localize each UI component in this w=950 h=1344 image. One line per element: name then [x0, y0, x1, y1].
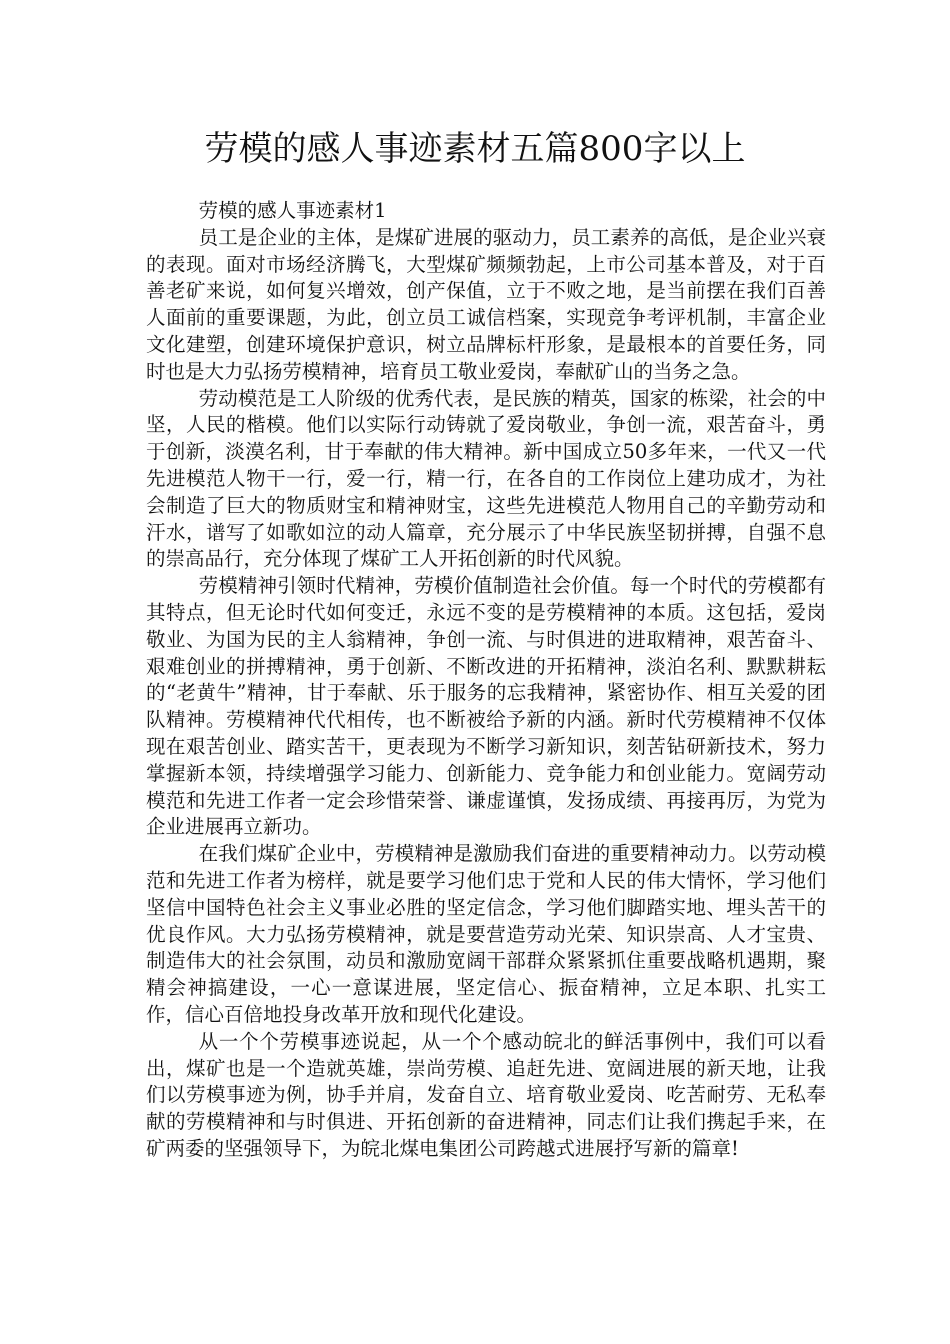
document-body: [146, 198, 826, 1163]
paragraph-5: 从一个个劳模事迹说起，从一个个感动皖北的鲜活事例中，我们可以看出，煤矿也是一个造就英雄，崇尚劳模、追赶先进、宽阔进展的新天地，让我们以劳模事迹为例，协手并肩，发奋自立、培育敬业爱岗、吃苦耐劳、无私奉献的劳模精神和与时俱进、开拓创新的奋进精神，同志们让我们携起手来，在矿两委的坚强领导下，为皖北煤电集团公司跨越式进展抒写新的篇章!: [146, 1029, 826, 1160]
document-title: 劳模的感人事迹素材五篇800字以上: [204, 129, 746, 169]
paragraph-1: 员工是企业的主体，是煤矿进展的驱动力，员工素养的高低，是企业兴衰的表现。面对市场经济腾飞，大型煤矿频频勃起，上市公司基本普及，对于百善老矿来说，如何复兴增效，创产保值，立于不败之地，是当前摆在我们百善人面前的重要课题，为此，创立员工诚信档案，实现竞争考评机制，丰富企业文化建塑，创建环境保护意识，树立品牌标杆形象，是最根本的首要任务，同时也是大力弘扬劳模精神，培育员工敬业爱岗，奉献矿山的当务之急。: [146, 225, 826, 383]
paragraph-3: 劳模精神引领时代精神，劳模价值制造社会价值。每一个时代的劳模都有其特点，但无论时代如何变迁，永远不变的是劳模精神的本质。这包括，爱岗敬业、为国为民的主人翁精神，争创一流、与时俱进的进取精神，艰苦奋斗、艰难创业的拼搏精神，勇于创新、不断改进的开拓精神，淡泊名利、默默耕耘的“老黄牛”精神，甘于奉献、乐于服务的忘我精神，紧密协作、相互关爱的团队精神。劳模精神代代相传，也不断被给予新的内涵。新时代劳模精神不仅体现在艰苦创业、踏实苦干，更表现为不断学习新知识，刻苦钻研新技术，努力掌握新本领，持续增强学习能力、创新能力、竞争能力和创业能力。宽阔劳动模范和先进工作者一定会珍惜荣誉、谦虚谨慎，发扬成绩、再接再厉，为党为企业进展再立新功。: [146, 574, 826, 839]
paragraph-2: 劳动模范是工人阶级的优秀代表，是民族的精英，国家的栋梁，社会的中坚，人民的楷模。他们以实际行动铸就了爱岗敬业，争创一流，艰苦奋斗，勇于创新，淡漠名利，甘于奉献的伟大精神。新中国成立50多年来，一代又一代先进模范人物干一行，爱一行，精一行，在各自的工作岗位上建功成才，为社会制造了巨大的物质财宝和精神财宝，这些先进模范人物用自己的辛勤劳动和汗水，谱写了如歌如泣的动人篇章，充分展示了中华民族坚韧拼搏，自强不息的崇高品行，充分体现了煤矿工人开拓创新的时代风貌。: [146, 386, 826, 571]
paragraph-4: 在我们煤矿企业中，劳模精神是激励我们奋进的重要精神动力。以劳动模范和先进工作者为榜样，就是要学习他们忠于党和人民的伟大情怀，学习他们坚信中国特色社会主义事业必胜的坚定信念，学习他们脚踏实地、埋头苦干的优良作风。大力弘扬劳模精神，就是要营造劳动光荣、知识崇高、人才宝贵、制造伟大的社会氛围，动员和激励宽阔干部群众紧紧抓住重要战略机遇期，聚精会神搞建设，一心一意谋进展，坚定信心、振奋精神，立足本职、扎实工作，信心百倍地投身改革开放和现代化建设。: [146, 842, 826, 1026]
section-heading: 劳模的感人事迹素材1: [198, 199, 387, 222]
